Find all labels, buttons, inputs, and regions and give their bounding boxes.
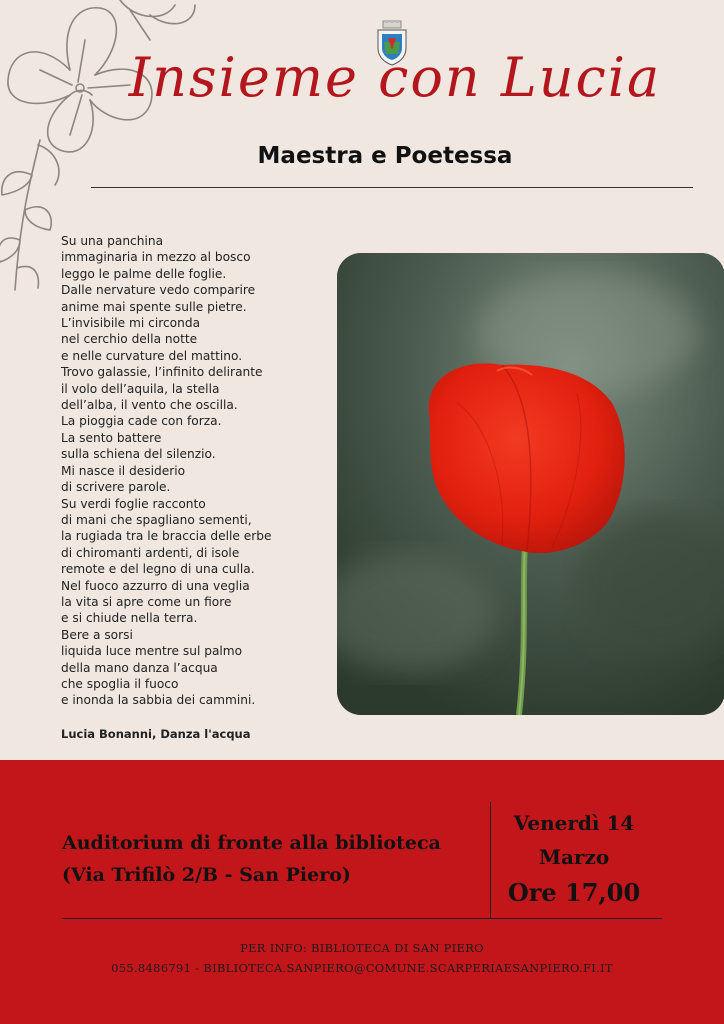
poem-line: La sento battere (61, 430, 162, 445)
poem-line: nel cerchio della notte (61, 332, 198, 347)
poem-line: e si chiude nella terra. (61, 611, 198, 626)
poem-line: della mano danza l’acqua (61, 660, 218, 675)
poem-line: la vita si apre come un fiore (61, 594, 232, 609)
divider (91, 187, 693, 188)
poem-line: e inonda la sabbia dei cammini. (61, 693, 256, 708)
poem (61, 233, 331, 709)
event-month: Marzo (538, 845, 610, 869)
info-label: PER INFO: BIBLIOTECA DI SAN PIERO (240, 941, 484, 955)
poem-line: Su una panchina (61, 234, 164, 248)
poem-line: Su verdi foglie racconto (61, 496, 206, 511)
poem-line: leggo le palme delle foglie. (61, 266, 227, 281)
poppy-photo (337, 253, 724, 715)
poem-line: di mani che spagliano sementi, (61, 512, 252, 527)
poem-line: remote e del legno di una culla. (61, 562, 255, 577)
divider (62, 918, 662, 919)
info-contact: 055.8486791 - BIBLIOTECA.SANPIERO@COMUNE.SCARPERIAESANPIERO.FI.IT (111, 961, 613, 975)
poem-line: immaginaria in mezzo al bosco (61, 250, 251, 265)
venue-name: Auditorium di fronte alla biblioteca (62, 832, 441, 854)
venue-address: (Via Trifilò 2/B - San Piero) (62, 864, 351, 886)
page-subtitle: Maestra e Poetessa (257, 143, 513, 169)
poppy-illustration (337, 253, 724, 715)
poem-line: la rugiada tra le braccia delle erbe (61, 529, 272, 544)
poem-line: Trovo galassie, l’infinito delirante (61, 365, 263, 380)
poem-line: La pioggia cade con forza. (61, 414, 222, 429)
poem-line: Bere a sorsi (61, 627, 133, 642)
poem-line: di scrivere parole. (61, 480, 171, 495)
poem-line: e nelle curvature del mattino. (61, 348, 243, 363)
poem-line: liquida luce mentre sul palmo (61, 644, 243, 659)
event-time: Ore 17,00 (507, 878, 641, 907)
poem-signature: Lucia Bonanni, Danza l'acqua (61, 727, 251, 741)
poem-line: Nel fuoco azzurro di una veglia (61, 578, 250, 593)
poem-line: di chiromanti ardenti, di isole (61, 545, 240, 560)
vertical-divider (490, 802, 491, 918)
poem-line: il volo dell’aquila, la stella (61, 381, 220, 396)
poem-line: L’invisibile mi circonda (61, 316, 201, 331)
poem-line: sulla schiena del silenzio. (61, 447, 216, 462)
poem-line: dell’alba, il vento che oscilla. (61, 398, 238, 413)
poem-line: che spoglia il fuoco (61, 676, 179, 691)
poem-line: Dalle nervature vedo comparire (61, 283, 256, 298)
event-day: Venerdì 14 (513, 811, 635, 835)
poem-line: anime mai spente sulle pietre. (61, 299, 247, 314)
poem-line: Mi nasce il desiderio (61, 463, 186, 478)
page-title: Insieme con Lucia (128, 46, 662, 109)
